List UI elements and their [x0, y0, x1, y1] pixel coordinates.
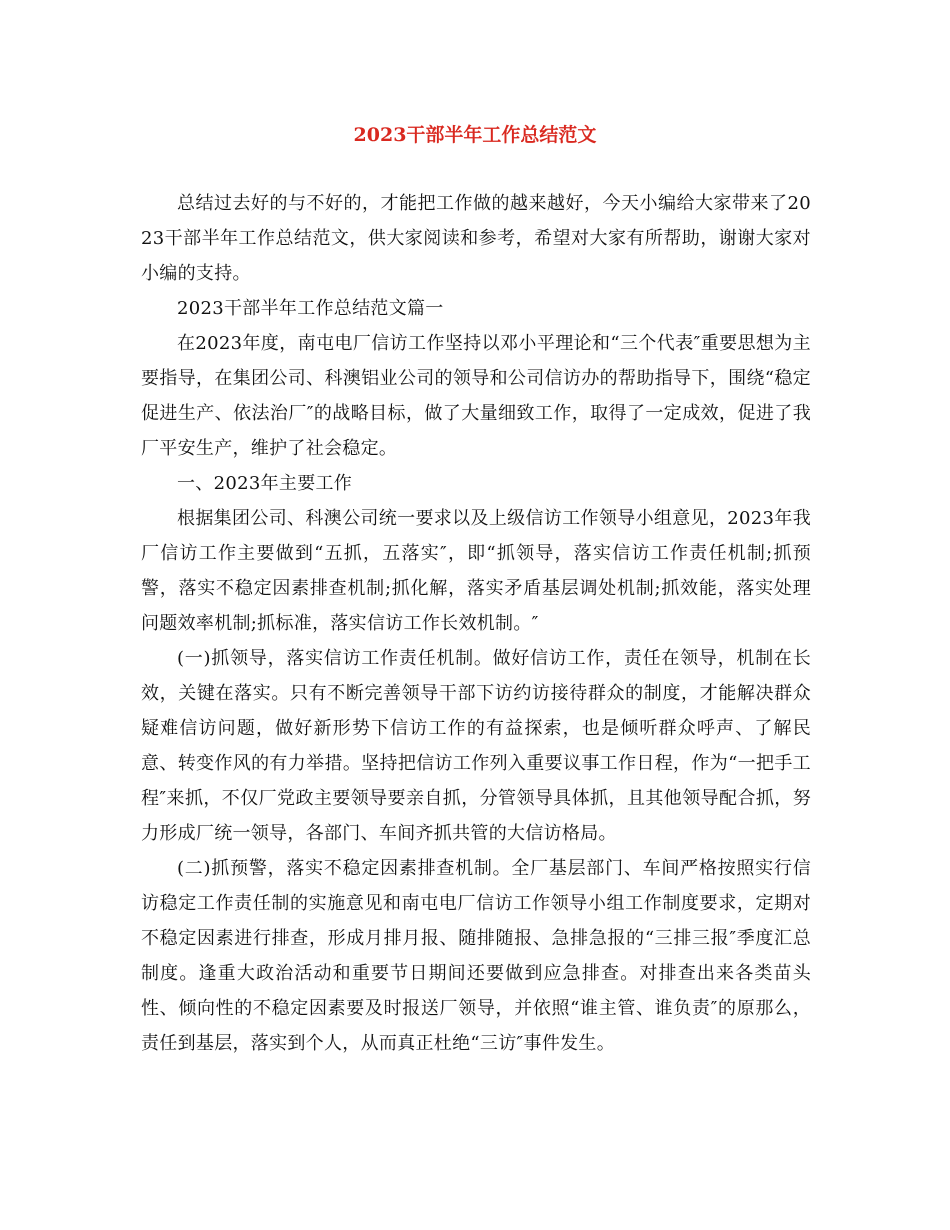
document-title: 2023干部半年工作总结范文 [353, 124, 597, 146]
main-work-paragraph: 根据集团公司、科澳公司统一要求以及上级信访工作领导小组意见，2023年我厂信访工作主要做到“五抓，五落实″，即“抓领导，落实信访工作责任机制;抓预警，落实不稳定因素排查机制;抓化解，落实矛盾基层调处机制;抓效能，落实处理问题效率机制;抓标准，落实信访工作长效机制。″ [141, 508, 811, 634]
item-two-paragraph: (二)抓预警，落实不稳定因素排查机制。全厂基层部门、车间严格按照实行信访稳定工作责任制的实施意见和南屯电厂信访工作领导小组工作制度要求，定期对不稳定因素进行排查，形成月排月报、随排随报、急排急报的“三排三报″季度汇总制度。逢重大政治活动和重要节日期间还要做到应急排查。对排查出来各类苗头性、倾向性的不稳定因素要及时报送厂领导，并依照“谁主管、谁负责″的原那么，责任到基层，落实到个人，从而真正杜绝“三访″事件发生。 [141, 858, 811, 1054]
overview-paragraph: 在2023年度，南屯电厂信访工作坚持以邓小平理论和“三个代表″重要思想为主要指导，在集团公司、科澳铝业公司的领导和公司信访办的帮助指导下，围绕“稳定促进生产、依法治厂″的战略目标，做了大量细致工作，取得了一定成效，促进了我厂平安生产，维护了社会稳定。 [141, 333, 811, 459]
section-heading-part-one: 2023干部半年工作总结范文篇一 [177, 298, 444, 319]
item-one-paragraph: (一)抓领导，落实信访工作责任机制。做好信访工作，责任在领导，机制在长效，关键在落实。只有不断完善领导干部下访约访接待群众的制度，才能解决群众疑难信访问题，做好新形势下信访工作的有益探索，也是倾听群众呼声、了解民意、转变作风的有力举措。坚持把信访工作列入重要议事工作日程，作为“一把手工程″来抓，不仅厂党政主要领导要亲自抓，分管领导具体抓，且其他领导配合抓，努力形成厂统一领导，各部门、车间齐抓共管的大信访格局。 [141, 648, 811, 844]
document-body [141, 186, 811, 1061]
intro-paragraph: 总结过去好的与不好的，才能把工作做的越来越好，今天小编给大家带来了2023干部半年工作总结范文，供大家阅读和参考，希望对大家有所帮助，谢谢大家对小编的支持。 [141, 193, 811, 284]
section-heading-main-work: 一、2023年主要工作 [177, 473, 353, 494]
